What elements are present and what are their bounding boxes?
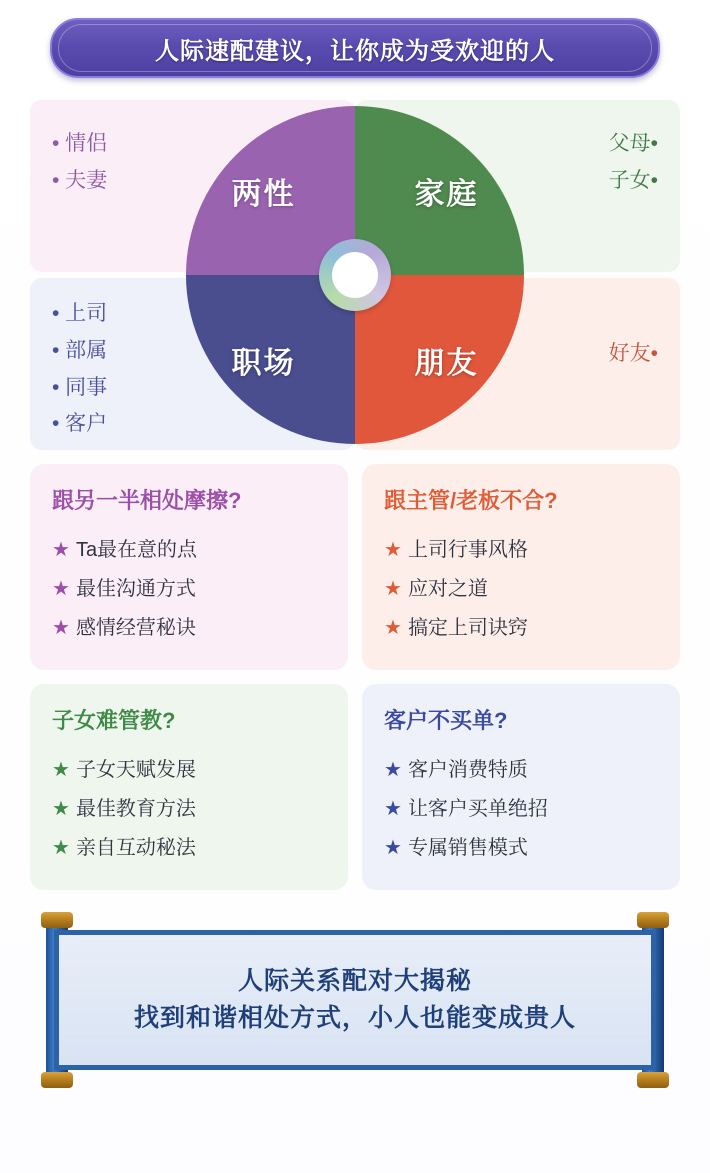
footer-line-2: 找到和谐相处方式，小人也能变成贵人 — [133, 1004, 576, 1032]
card-title: 跟另一半相处摩擦? — [52, 488, 242, 513]
list-top-left — [52, 126, 107, 200]
card-customer-sales[interactable] — [362, 684, 680, 890]
star-icon: ★ — [384, 798, 402, 820]
star-icon: ★ — [384, 759, 402, 781]
card-partner-friction[interactable] — [30, 464, 348, 670]
wheel-quadrant-label: 朋友 — [414, 346, 479, 380]
list-item: • 夫妻 — [52, 168, 108, 192]
star-icon: ★ — [384, 837, 402, 859]
card-item-label: 子女天赋发展 — [75, 759, 196, 781]
card-list-item — [384, 829, 658, 868]
star-icon: ★ — [52, 759, 70, 781]
cards-grid — [30, 464, 680, 890]
card-item-label: 最佳教育方法 — [75, 798, 196, 820]
wheel-quadrant-label: 职场 — [231, 346, 296, 380]
card-list-item — [384, 531, 658, 570]
card-list-item — [52, 570, 326, 609]
card-list-item — [384, 570, 658, 609]
star-icon: ★ — [52, 617, 70, 639]
footer-scroll-banner — [22, 912, 688, 1092]
list-top-right — [609, 126, 658, 200]
wheel-quadrant-label: 家庭 — [414, 177, 479, 211]
card-list-item — [384, 609, 658, 648]
list-item: 父母• — [608, 132, 658, 155]
card-list-item — [52, 751, 326, 790]
list-item: • 部属 — [52, 338, 108, 362]
card-item-label: 上司行事风格 — [407, 539, 528, 561]
list-item: • 客户 — [52, 412, 108, 436]
card-list-item — [52, 790, 326, 829]
list-item: 好友• — [608, 342, 658, 365]
footer-line-1: 人际关系配对大揭秘 — [237, 966, 472, 995]
card-title: 子女难管教? — [52, 708, 176, 733]
list-item: • 同事 — [52, 375, 108, 399]
wheel-hub-ring — [319, 239, 391, 311]
card-title: 客户不买单? — [384, 708, 508, 733]
card-item-label: 让客户买单绝招 — [407, 798, 548, 820]
star-icon: ★ — [384, 578, 402, 600]
card-title: 跟主管/老板不合? — [384, 488, 558, 513]
card-item-label: 应对之道 — [407, 578, 488, 600]
page-title: 人际速配建议，让你成为受欢迎的人 — [155, 37, 555, 65]
wheel-diagram — [186, 106, 524, 444]
relationship-wheel-section — [30, 100, 680, 450]
star-icon: ★ — [384, 539, 402, 561]
list-item: • 情侣 — [52, 132, 108, 155]
list-bottom-left — [52, 296, 107, 443]
wheel-quadrant-label: 两性 — [231, 177, 296, 211]
card-list-item — [384, 751, 658, 790]
card-list-item — [384, 790, 658, 829]
card-boss-conflict[interactable] — [362, 464, 680, 670]
star-icon: ★ — [384, 617, 402, 639]
card-item-label: Ta最在意的点 — [75, 539, 198, 561]
list-item: 子女• — [608, 168, 658, 192]
card-list-item — [52, 829, 326, 868]
star-icon: ★ — [52, 578, 70, 600]
card-item-label: 搞定上司诀窍 — [407, 617, 528, 639]
card-item-label: 感情经营秘诀 — [75, 617, 196, 639]
footer-scroll-body — [54, 930, 656, 1070]
card-item-label: 专属销售模式 — [407, 837, 528, 859]
card-item-label: 最佳沟通方式 — [75, 578, 196, 600]
header-section — [0, 0, 710, 78]
star-icon: ★ — [52, 837, 70, 859]
star-icon: ★ — [52, 539, 70, 561]
card-item-label: 亲自互动秘法 — [75, 837, 196, 859]
card-list-item — [52, 609, 326, 648]
card-list-item — [52, 531, 326, 570]
list-item: • 上司 — [52, 302, 108, 325]
header-banner — [50, 18, 660, 78]
list-bottom-right — [609, 336, 658, 373]
card-child-education[interactable] — [30, 684, 348, 890]
wheel-hub-center — [332, 252, 378, 298]
star-icon: ★ — [52, 798, 70, 820]
card-item-label: 客户消费特质 — [407, 759, 528, 781]
